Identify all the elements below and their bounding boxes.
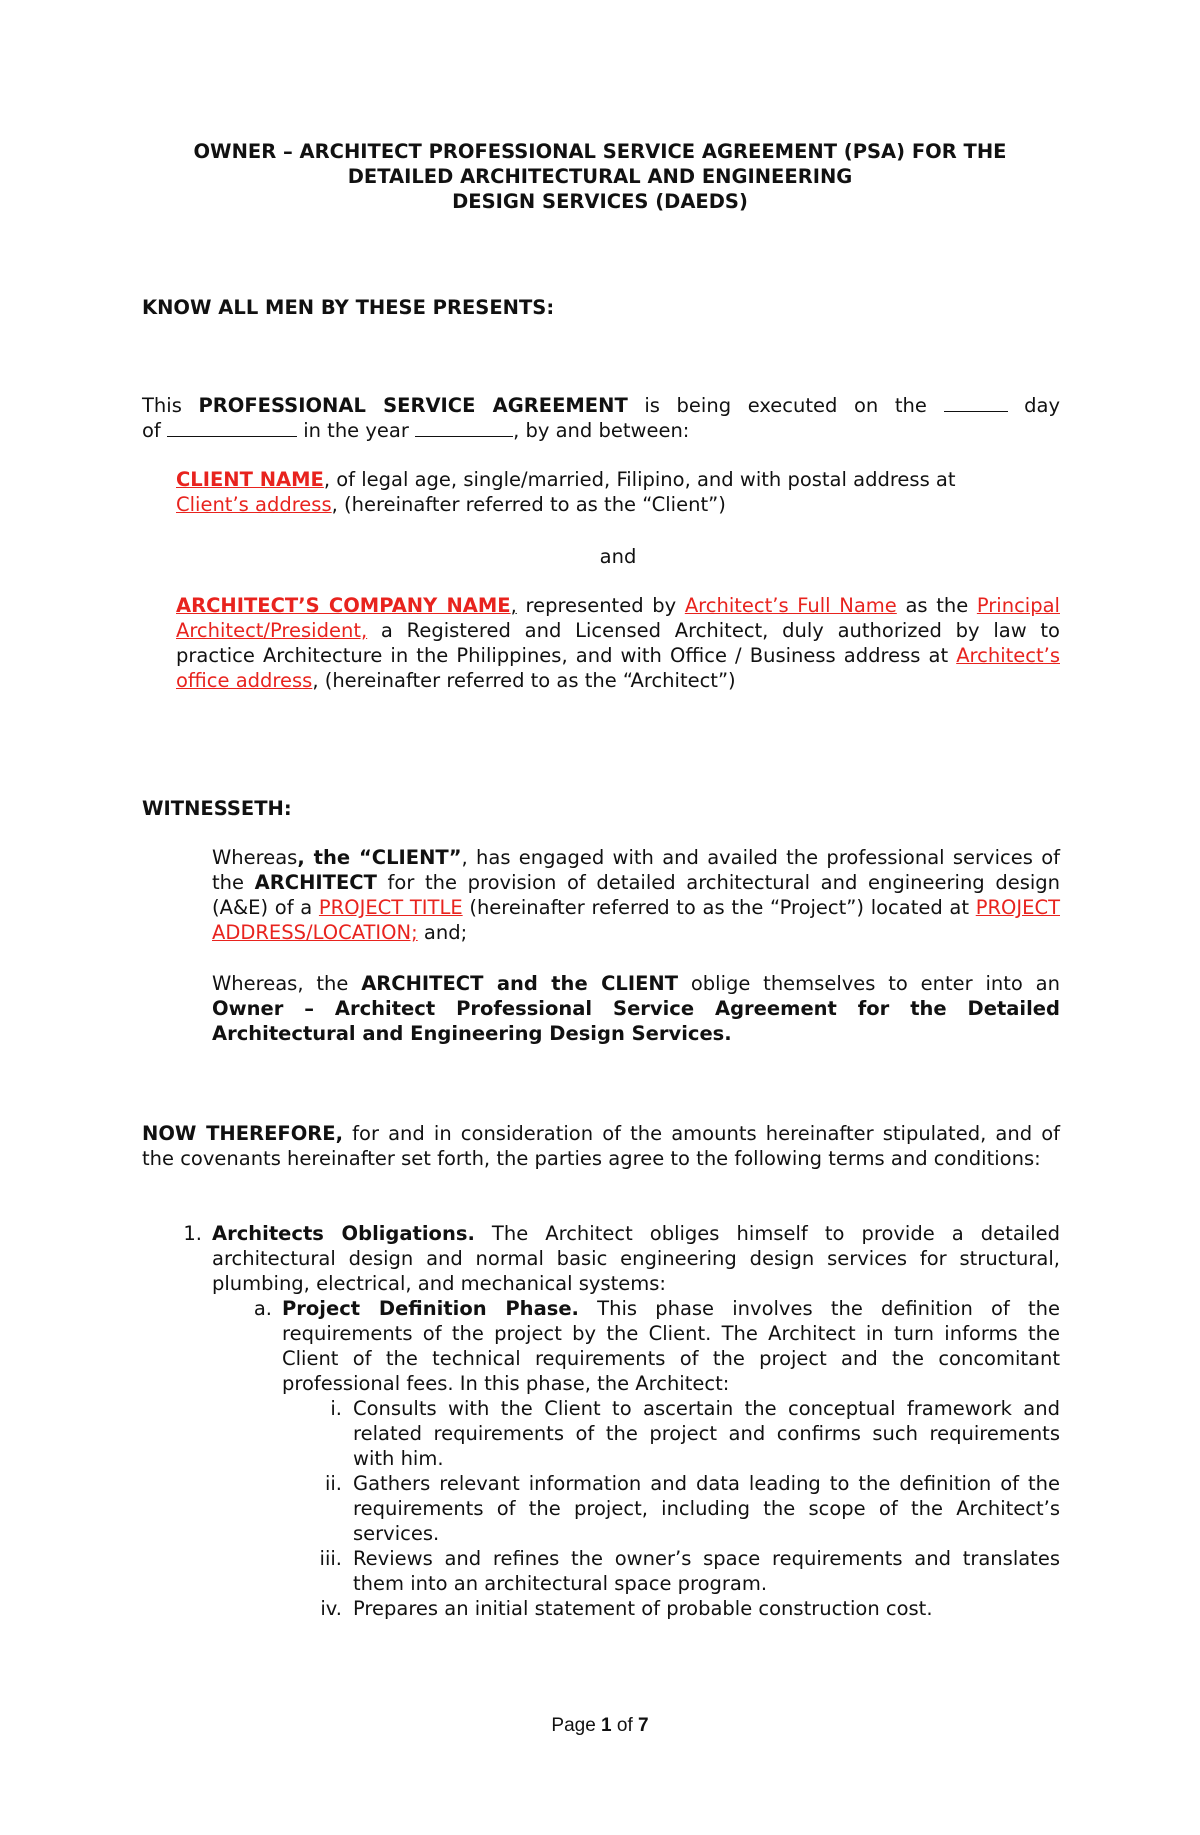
footer-page-word: Page [551,1715,602,1736]
item-1-number: 1. [183,1222,202,1245]
architect-comma: , [510,594,517,617]
item-1a-letter: a. [253,1297,272,1320]
client-desc: , of legal age, single/married, Filipino, and with postal address at [323,468,956,491]
sub-item-number: iii. [319,1547,342,1570]
psa-bold: PROFESSIONAL SERVICE AGREEMENT [198,394,628,417]
year-blank [415,420,513,437]
and-connector: and [599,545,637,568]
whereas2-a: Whereas, the [212,972,362,995]
client-paragraph [176,467,1060,517]
client-ref: , (hereinafter referred to as the “Client”) [331,493,726,516]
whereas2-b: oblige themselves to enter into an [678,972,1060,995]
whereas-paragraph-1 [212,845,1060,945]
project-address: PROJECT ADDRESS/LOCATION; [212,896,1060,944]
whereas1-a: Whereas [212,846,298,869]
whereas2-psa: Owner – Architect Professional Service Agreement for the Detailed Architectural and Engineering Design Services. [212,997,1060,1045]
whereas1-e: (hereinafter referred to as the “Project”) located at [462,896,976,919]
witnesseth-heading: WITNESSETH: [142,797,292,820]
architect-position: Principal Architect/President, [176,594,1060,642]
sub-item-number: ii. [324,1472,342,1495]
item1-head: Architects Obligations. [212,1222,475,1245]
intro-executed: is being executed on the [627,394,944,417]
footer-current-page: 1 [601,1715,612,1736]
document-title [140,139,1060,214]
whereas2-parties: ARCHITECT and the CLIENT [361,972,679,995]
title-line-1: OWNER – ARCHITECT PROFESSIONAL SERVICE AGREEMENT (PSA) FOR THE [193,140,1007,163]
now-therefore-paragraph [142,1121,1060,1171]
sub-item-number: iv. [320,1597,342,1620]
sub-item: Prepares an initial statement of probable construction cost. [353,1597,933,1620]
item1a-head: Project Definition Phase. [282,1297,579,1320]
client-name: CLIENT NAME [176,468,324,491]
page-footer [0,1713,1200,1738]
whereas1-b: , the “ [297,846,372,869]
now-therefore-bold: NOW THEREFORE, [142,1122,344,1145]
footer-total-pages: 7 [638,1715,649,1736]
know-all-heading: KNOW ALL MEN BY THESE PRESENTS: [142,296,555,319]
whereas-paragraph-2 [212,971,1060,1046]
intro-this: This [142,394,199,417]
title-line-3: DESIGN SERVICES (DAEDS) [452,190,748,213]
whereas1-c: , has engaged with and availed the professional services of the [212,846,1060,894]
architect-rep-by: represented by [516,594,685,617]
item1a-text: This phase involves the definition of the requirements of the project by the Client. The Architect in turn informs the Client of the technical requirements of the project and the concomitant professional fees. In this phase, the Architect: [282,1297,1060,1395]
intro-by-between: , by and between: [513,419,690,442]
intro-year: in the year [297,419,416,442]
sub-item: Gathers relevant information and data leading to the definition of the requirements of the project, including the scope of the Architect’s services. [353,1472,1060,1545]
sub-item: Reviews and refines the owner’s space requirements and translates them into an architectural space program. [353,1547,1060,1595]
architect-office: Architect’s office address [176,644,1060,692]
whereas1-d: for the provision of detailed architectural and engineering design (A&E) of a [212,871,1061,919]
sub-item: Consults with the Client to ascertain the conceptual framework and related requirements of the project and confirms such requirements with him. [353,1397,1060,1470]
architect-full-name: Architect’s Full Name [684,594,897,617]
client-address: Client’s address [176,493,332,516]
architect-ref: , (hereinafter referred to as the “Architect”) [312,669,736,692]
intro-paragraph [142,393,1060,443]
item-1-architects-obligations [212,1221,1060,1296]
now-therefore-text: for and in consideration of the amounts hereinafter stipulated, and of the covenants hereinafter set forth, the parties agree to the following terms and conditions: [142,1122,1060,1170]
intro-day: day [1007,394,1060,417]
sub-item-number: i. [330,1397,342,1420]
architect-paragraph [176,593,1060,693]
architect-company: ARCHITECT’S COMPANY NAME [176,594,511,617]
project-title: PROJECT TITLE [318,896,463,919]
month-blank [167,420,297,437]
item1-text: The Architect obliges himself to provide a detailed architectural design and normal basic engineering design services for structural, plumbing, electrical, and mechanical systems: [212,1222,1060,1295]
title-line-2: DETAILED ARCHITECTURAL AND ENGINEERING [347,165,853,188]
footer-of-word: of [611,1715,639,1736]
day-blank [944,395,1008,412]
intro-of: of [142,419,167,442]
whereas1-f: and; [417,921,468,944]
whereas1-client: CLIENT” [371,846,462,869]
architect-registered: a Registered and Licensed Architect, duly authorized by law to practice Architecture in the Philippines, and with Office / Business address at [176,619,1060,667]
item-1a-project-definition [282,1296,1060,1396]
whereas1-architect: ARCHITECT [254,871,377,894]
architect-as-the: as the [896,594,969,617]
